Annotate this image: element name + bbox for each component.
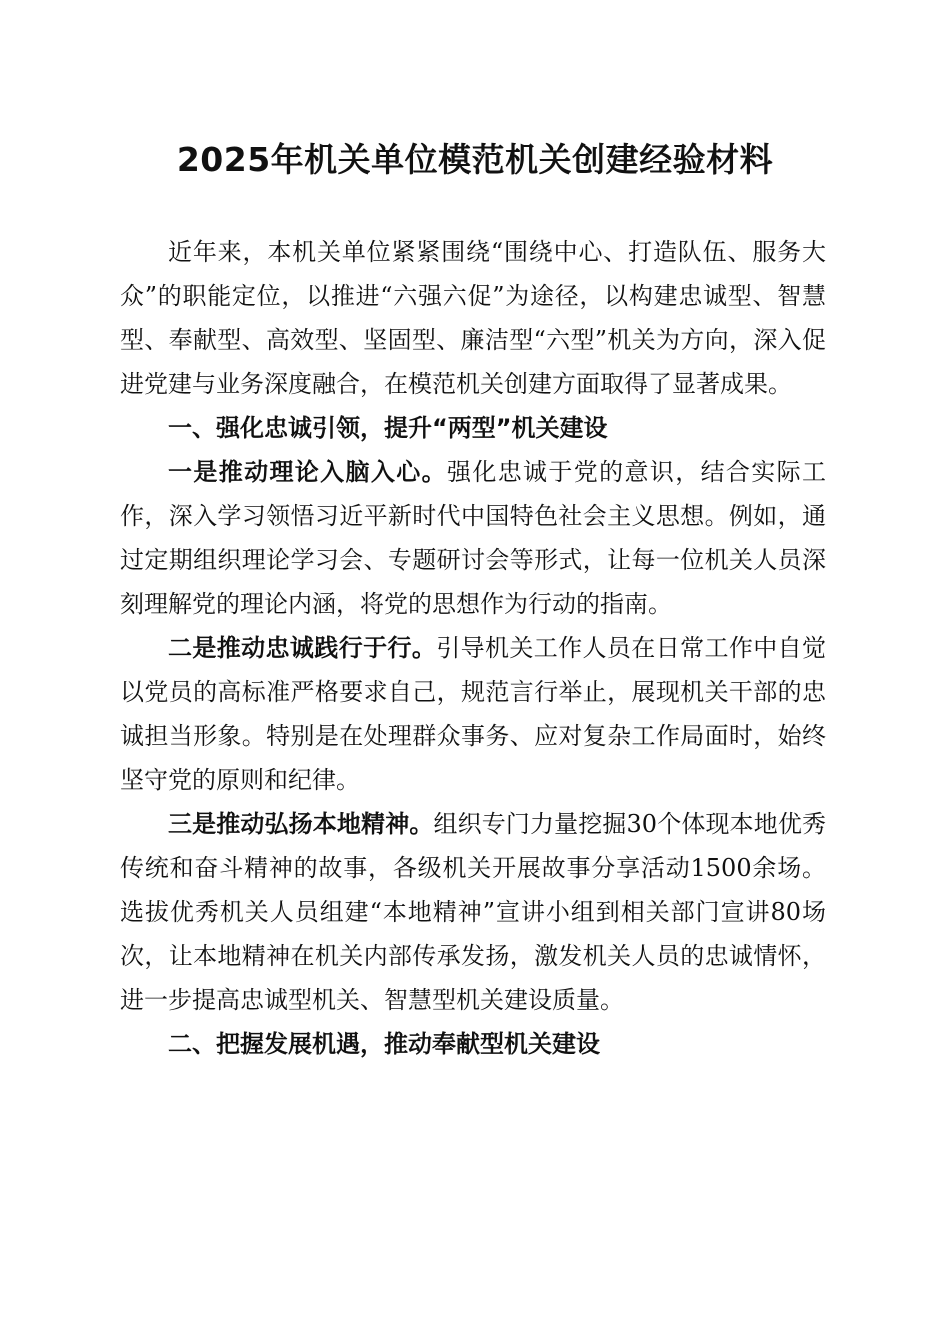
- paragraph-item-1: [120, 450, 826, 626]
- section-heading-1: 一、强化忠诚引领，提升“两型”机关建设: [168, 414, 608, 442]
- intro-paragraph: 近年来，本机关单位紧紧围绕“围绕中心、打造队伍、服务大众”的职能定位，以推进“六强六促”为途径，以构建忠诚型、智慧型、奉献型、高效型、坚固型、廉洁型“六型”机关为方向，深入促进党建与业务深度融合，在模范机关创建方面取得了显著成果。: [120, 238, 826, 398]
- paragraph-lead-2: 二是推动忠诚践行于行。: [168, 633, 437, 662]
- paragraph-item-2: [120, 626, 826, 802]
- paragraph-text-1: 强化忠诚于党的意识，结合实际工作，深入学习领悟习近平新时代中国特色社会主义思想。例如，通过定期组织理论学习会、专题研讨会等形式，让每一位机关人员深刻理解党的理论内涵，将党的思想作为行动的指南。: [120, 458, 827, 618]
- paragraph-item-3: [120, 802, 826, 1022]
- paragraph-text-2: 引导机关工作人员在日常工作中自觉以党员的高标准严格要求自己，规范言行举止，展现机关干部的忠诚担当形象。特别是在处理群众事务、应对复杂工作局面时，始终坚守党的原则和纪律。: [120, 634, 827, 794]
- document-body: [120, 230, 826, 1066]
- section-heading-2: 二、把握发展机遇，推动奉献型机关建设: [168, 1030, 600, 1058]
- paragraph-lead-1: 一是推动理论入脑入心。: [168, 457, 447, 486]
- paragraph-lead-3: 三是推动弘扬本地精神。: [168, 809, 434, 838]
- document-title: 2025年机关单位模范机关创建经验材料: [176, 140, 774, 179]
- paragraph-text-3: 组织专门力量挖掘30个体现本地优秀传统和奋斗精神的故事，各级机关开展故事分享活动1500余场。选拔优秀机关人员组建“本地精神”宣讲小组到相关部门宣讲80场次，让本地精神在机关内部传承发扬，激发机关人员的忠诚情怀，进一步提高忠诚型机关、智慧型机关建设质量。: [120, 810, 826, 1014]
